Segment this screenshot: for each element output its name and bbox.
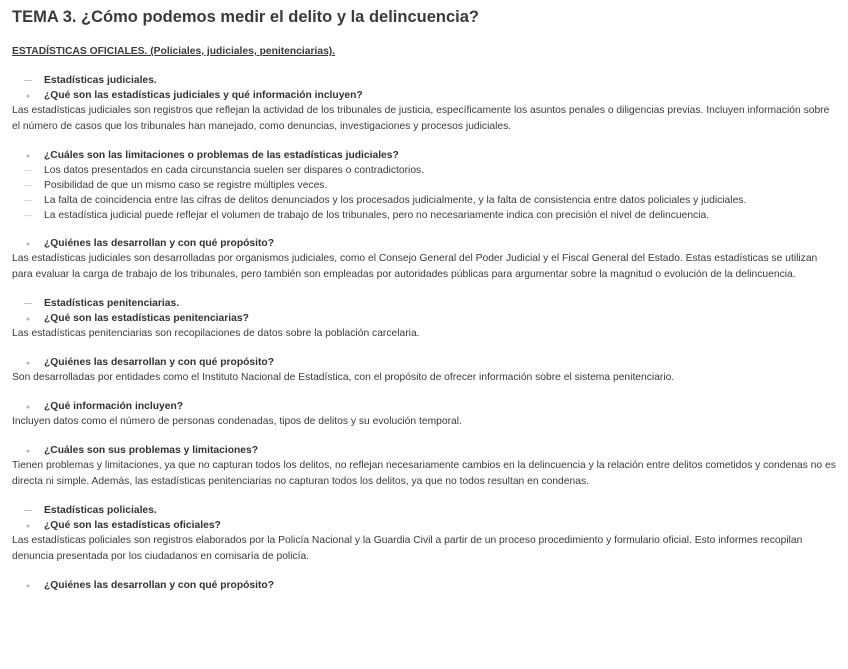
paragraph: Incluyen datos como el número de personas condenadas, tipos de delitos y su evolución temporal. [12,416,462,427]
paragraph: Las estadísticas penitenciarias son recopilaciones de datos sobre la población carcelaria. [12,328,420,339]
dot-bullet-icon [22,443,34,459]
dash-item: — Los datos presentados en cada circunstancia suelen ser dispares o contradictorios. [12,163,836,178]
dash-bullet-icon [22,73,34,88]
section-subtitle: ESTADÍSTICAS OFICIALES. (Policiales, judiciales, penitenciarias). [12,46,336,57]
dot-bullet-icon [22,148,34,164]
bullet-item: ● ¿Quiénes las desarrollan y con qué propósito? [12,236,836,251]
dash-bullet-icon [22,193,34,208]
dash-item: — Estadísticas judiciales. [12,73,836,88]
dash-bullet-icon [22,296,34,311]
dash-item: — La estadística judicial puede reflejar el volumen de trabajo de los tribunales, pero no necesariamente indica con precisión el nivel de delincuencia. [12,208,836,223]
dot-bullet-icon [22,399,34,415]
dash-bullet-icon [22,178,34,193]
dot-bullet-icon [22,236,34,252]
bullet-item: ● ¿Qué son las estadísticas judiciales y qué información incluyen? [12,88,836,103]
bullet-item: ● ¿Cuáles son las limitaciones o problemas de las estadísticas judiciales? [12,148,836,163]
dot-bullet-icon [22,518,34,534]
dash-item: — La falta de coincidencia entre las cifras de delitos denunciados y los procesados judicialmente, y la falta de consistencia entre datos policiales y judiciales. [12,193,836,208]
paragraph: Las estadísticas judiciales son registros que reflejan la actividad de los tribunales de justicia, específicamente los asuntos penales o diligencias previas. Incluyen información sobre el número de casos que los tribunales han manejado, como denuncias, investigaciones y procesos judiciales. [12,105,830,132]
dash-item: — Estadísticas penitenciarias. [12,296,836,311]
dot-bullet-icon [22,355,34,371]
bullet-item: ● ¿Quiénes las desarrollan y con qué propósito? [12,355,836,370]
dash-bullet-icon [22,503,34,518]
paragraph: Las estadísticas judiciales son desarrolladas por organismos judiciales, como el Consejo General del Poder Judicial y el Fiscal General del Estado. Estas estadísticas se utilizan para evaluar la carga de trabajo de los tribunales, pero también son empleadas por autoridades públicas para argumentar sobre la magnitud o evolución de la delincuencia. [12,253,818,280]
dot-bullet-icon [22,88,34,104]
dash-item: — Estadísticas policiales. [12,503,836,518]
dot-bullet-icon [22,311,34,327]
dash-item: — Posibilidad de que un mismo caso se registre múltiples veces. [12,178,836,193]
bullet-item: ● ¿Qué son las estadísticas penitenciarias? [12,311,836,326]
page-title: TEMA 3. ¿Cómo podemos medir el delito y la delincuencia? [12,8,479,26]
bullet-item: ● ¿Qué son las estadísticas oficiales? [12,518,836,533]
paragraph: Son desarrolladas por entidades como el Instituto Nacional de Estadística, con el propósito de ofrecer información sobre el sistema penitenciario. [12,372,675,383]
paragraph: Tienen problemas y limitaciones, ya que no capturan todos los delitos, no reflejan necesariamente cambios en la delincuencia y la relación entre delitos cometidos y condenas no es directa ni simple. Además, las estadísticas penitenciarias no capturan todos los delitos, ya que no todos resultan en condenas. [12,460,836,487]
dash-bullet-icon [22,208,34,223]
dot-bullet-icon [22,578,34,594]
paragraph: Las estadísticas policiales son registros elaborados por la Policía Nacional y la Guardia Civil a partir de un proceso procedimiento y formulario oficial. Esto informes recopilan denuncia presentada por los ciudadanos en comisaría de policía. [12,535,803,562]
dash-bullet-icon [22,163,34,178]
bullet-item: ● ¿Cuáles son sus problemas y limitaciones? [12,443,836,458]
bullet-item: ● ¿Qué información incluyen? [12,399,836,414]
bullet-item: ● ¿Quiénes las desarrollan y con qué propósito? [12,578,836,593]
